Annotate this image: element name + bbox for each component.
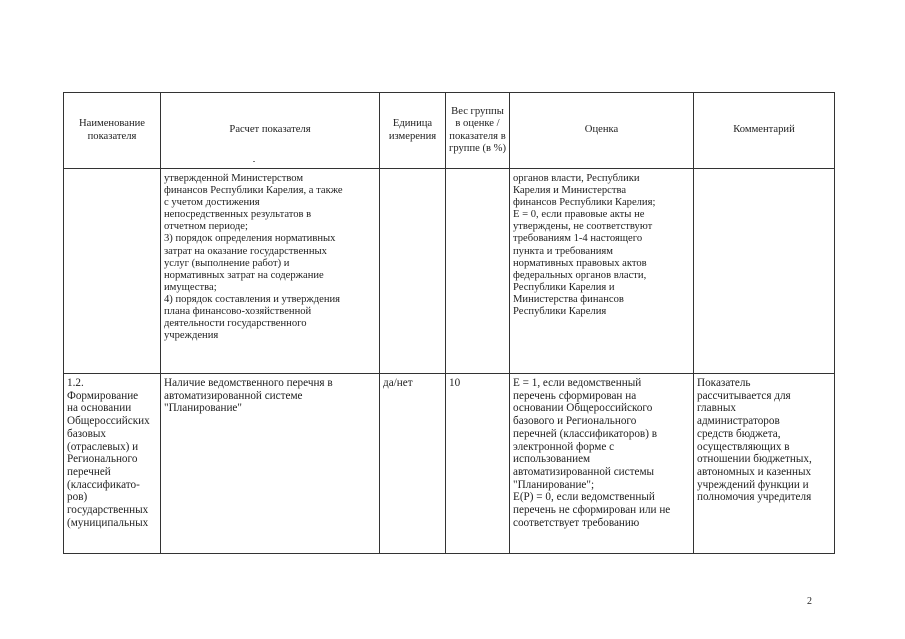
cell-weight: 10 [446,374,510,554]
page-number: 2 [807,596,812,607]
scan-mark [253,161,255,162]
indicators-table [63,92,835,554]
cell-comment: Показатель рассчитывается для главных администраторов средств бюджета, осуществляющих в отношении бюджетных, автономных и казенных учреждений функции и полномочия учредителя [694,374,835,554]
cell-score: органов власти, Республики Карелия и Министерства финансов Республики Карелия; E = 0, если правовые акты не утверждены, не соответствуют требованиям 1-4 настоящего пункта и требованиям нормативных правовых актов федеральных органов власти, Республики Карелия и Министерства финансов Республики Карелия [510,169,694,374]
cell-name [64,169,161,374]
table-header-row [64,93,835,169]
header-comment: Комментарий [694,93,835,169]
cell-calc: Наличие ведомственного перечня в автоматизированной системе "Планирование" [161,374,380,554]
table-row [64,169,835,374]
cell-name: 1.2. Формирование на основании Общероссийских базовых (отраслевых) и Регионального перечней (классификато- ров) государственных (муниципальных [64,374,161,554]
cell-comment [694,169,835,374]
header-unit: Единица измерения [380,93,446,169]
header-indicator-name: Наименование показателя [64,93,161,169]
header-score: Оценка [510,93,694,169]
cell-unit [380,169,446,374]
header-calculation: Расчет показателя [161,93,380,169]
cell-score: E = 1, если ведомственный перечень сформирован на основании Общероссийского базового и Регионального перечней (классификаторов) в электронной форме с использованием автоматизированной системы "Планирование"; E(P) = 0, если ведомственный перечень не сформирован или не соответствует требованию [510,374,694,554]
header-weight: Вес группы в оценке / показателя в группе (в %) [446,93,510,169]
cell-weight [446,169,510,374]
cell-calc: утвержденной Министерством финансов Республики Карелия, а также с учетом достижения непосредственных результатов в отчетном периоде; 3) порядок определения нормативных затрат на оказание государственных услуг (выполнение работ) и нормативных затрат на содержание имущества; 4) порядок составления и утверждения плана финансово-хозяйственной деятельности государственного учреждения [161,169,380,374]
cell-unit: да/нет [380,374,446,554]
table-row [64,374,835,554]
